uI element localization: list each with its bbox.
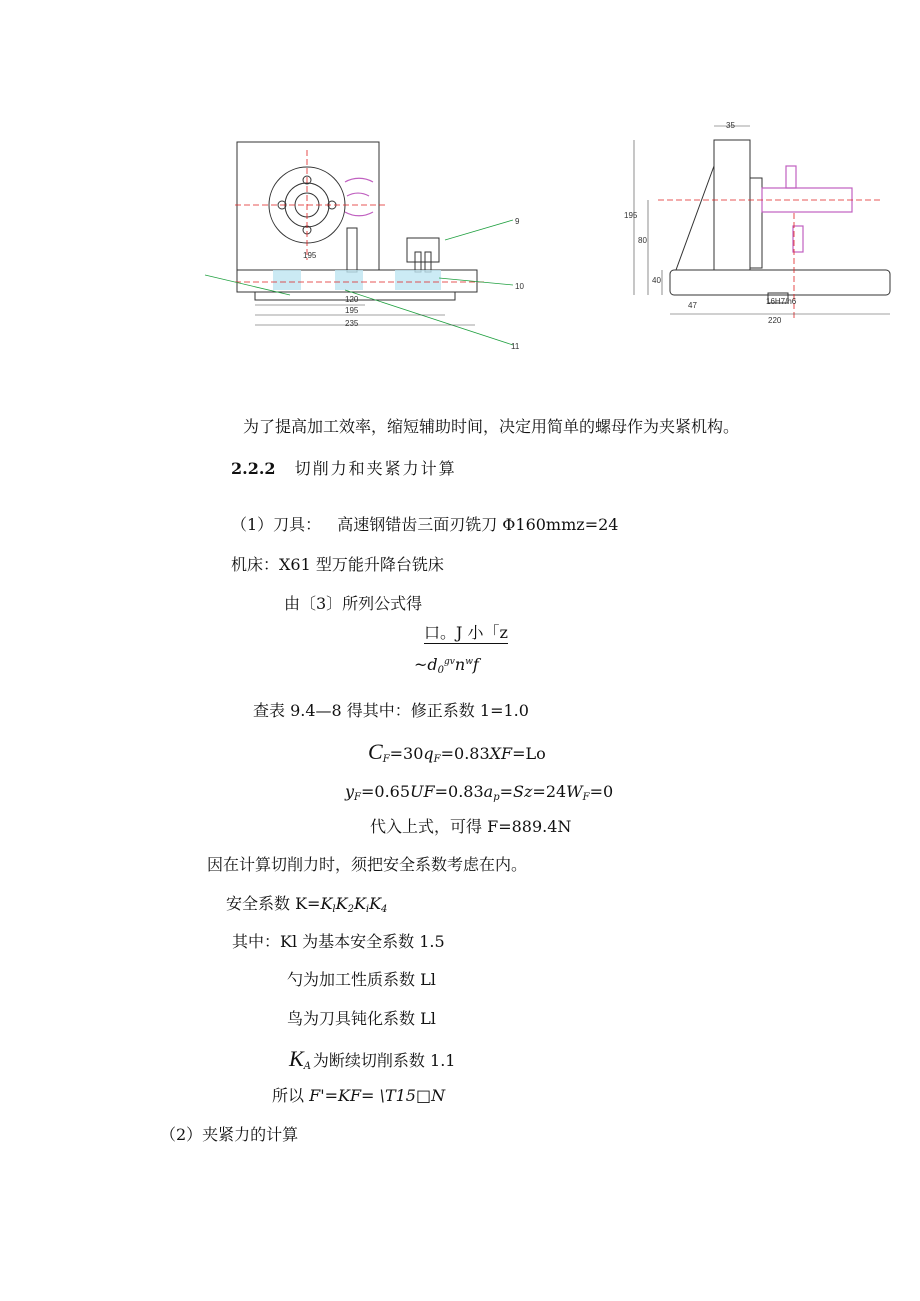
- coef-part: =: [499, 782, 514, 801]
- machine-line: 机床：X61 型万能升降台铣床: [231, 555, 444, 574]
- coef-sub: F: [354, 792, 361, 803]
- coef-symbol: UF: [410, 782, 435, 801]
- k-symbol: K: [335, 894, 348, 913]
- safety-line: [226, 896, 387, 915]
- coef-part: =Lo: [512, 744, 546, 763]
- so-expr: F'=KF= \T15□N: [309, 1086, 446, 1105]
- leader-label: 9: [515, 217, 520, 226]
- clamp-heading: （2）夹紧力的计算: [160, 1125, 299, 1144]
- formula-numerator: 口。J 小「z: [424, 623, 508, 642]
- formula-sub: 0: [437, 665, 445, 676]
- coef-sub: F: [582, 792, 590, 803]
- k-sub: l: [332, 904, 336, 915]
- coef-symbol: Sz: [513, 782, 533, 801]
- safety-note: 因在计算切削力时，须把安全系数考虑在内。: [207, 855, 528, 874]
- coef-part: =0: [589, 782, 614, 801]
- dim-label: 220: [768, 316, 782, 325]
- coef-symbol: a: [483, 782, 494, 801]
- leader-label: 11: [511, 342, 520, 351]
- formula-part: n: [454, 655, 466, 674]
- dim-label: 47: [688, 301, 697, 310]
- coef-part: =0.83: [434, 782, 484, 801]
- k-symbol: K: [369, 894, 382, 913]
- coef-sub: F: [382, 754, 390, 765]
- k-line: 鸟为刀具钝化系数 Ll: [287, 1009, 436, 1028]
- ka-line: [289, 1048, 455, 1072]
- lookup-line: 查表 9.4—8 得其中：修正系数 1=1.0: [253, 701, 529, 720]
- heading-title: 切削力和夹紧力计算: [294, 459, 457, 478]
- formula-sup: w: [465, 657, 473, 667]
- coef-sub: p: [493, 792, 500, 803]
- tool-line: [231, 517, 618, 533]
- coef-symbol: XF: [489, 744, 513, 763]
- dim-label: 195: [303, 251, 317, 260]
- dim-label: 80: [638, 236, 647, 245]
- ka-text: 为断续切削系数 1.1: [312, 1051, 456, 1070]
- dim-label: 16H7/h6: [766, 297, 797, 306]
- coef-sub: F: [433, 754, 441, 765]
- coef-part: =30: [389, 744, 424, 763]
- tool-label: （1）刀具：: [231, 515, 322, 534]
- coef-line-2: [345, 784, 613, 803]
- dim-label: 195: [345, 306, 359, 315]
- fixture-drawing-side: [618, 118, 896, 328]
- dim-label: 120: [345, 295, 359, 304]
- k-symbol: K: [320, 894, 333, 913]
- so-label: 所以: [272, 1086, 310, 1105]
- safety-label: 安全系数 K=: [226, 894, 321, 913]
- paragraph: 为了提高加工效率，缩短辅助时间，决定用简单的螺母作为夹紧机构。: [243, 417, 740, 436]
- formula-sup: gv: [444, 657, 455, 667]
- ka-symbol: K: [289, 1046, 304, 1071]
- dim-label: 195: [624, 211, 638, 220]
- source-line: 由〔3〕所列公式得: [284, 594, 423, 613]
- coef-symbol: W: [566, 782, 583, 801]
- coef-part: =0.65: [361, 782, 411, 801]
- dim-label: 40: [652, 276, 661, 285]
- dim-label: 235: [345, 319, 359, 328]
- leader-label: 10: [515, 282, 524, 291]
- dim-label: 35: [726, 121, 735, 130]
- k-line: 其中：Kl 为基本安全系数 1.5: [232, 932, 445, 951]
- coef-symbol: C: [368, 739, 383, 764]
- coef-part: =0.83: [440, 744, 490, 763]
- k-sub: i: [365, 904, 370, 915]
- k-symbol: K: [353, 894, 366, 913]
- result-line: 代入上式，可得 F=889.4N: [370, 817, 572, 836]
- tool-value: 高速钢错齿三面刃铣刀 Φ160mmz=24: [337, 515, 619, 534]
- fixture-drawing-front: [195, 130, 565, 360]
- coef-symbol: q: [423, 744, 434, 763]
- formula-part: ~d: [414, 655, 438, 674]
- formula-denominator: [414, 657, 479, 676]
- coef-part: =24: [532, 782, 567, 801]
- heading-number: 2.2.2: [231, 459, 276, 478]
- so-line: [272, 1088, 445, 1104]
- coef-line-1: [368, 741, 546, 765]
- k-sub: 2: [347, 904, 354, 915]
- section-heading: [231, 461, 457, 477]
- coef-symbol: y: [345, 782, 355, 801]
- k-line: 勺为加工性质系数 Ll: [287, 970, 436, 989]
- k-sub: 4: [381, 904, 388, 915]
- ka-sub: A: [303, 1061, 311, 1072]
- formula-part: f: [472, 655, 479, 674]
